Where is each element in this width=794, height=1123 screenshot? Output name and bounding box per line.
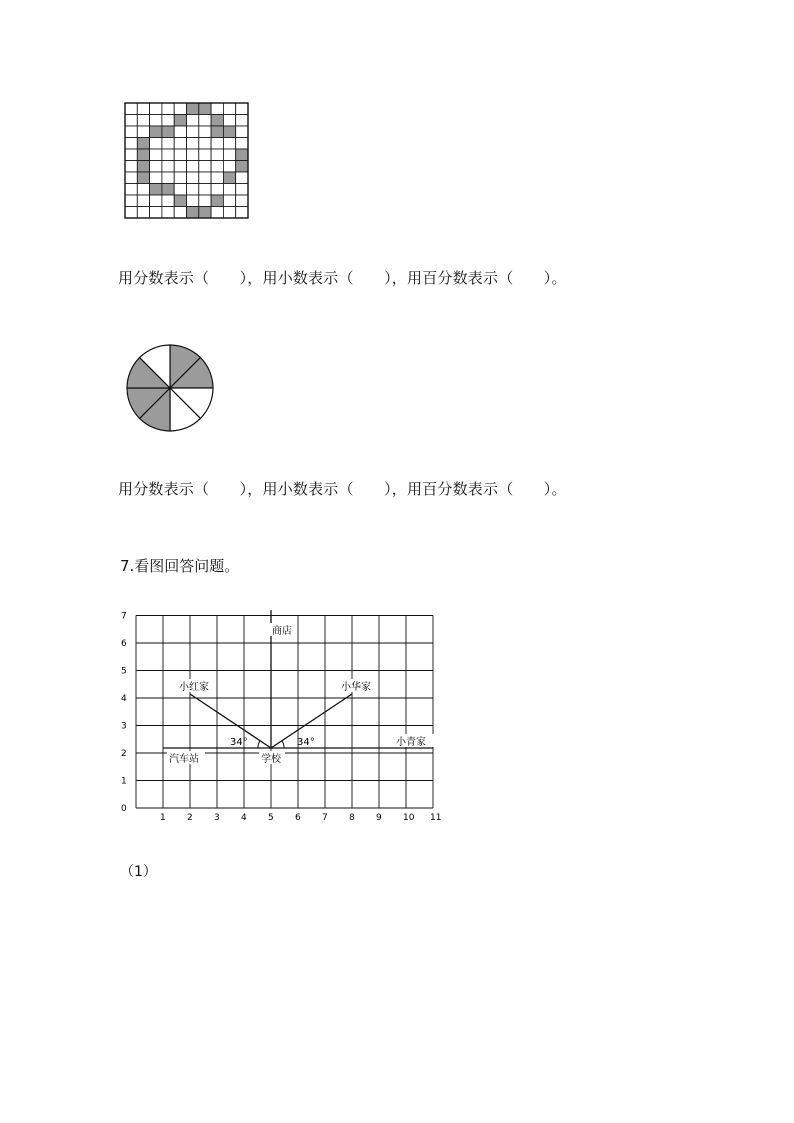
grid-cell [125, 161, 137, 173]
grid-cell [223, 115, 235, 127]
map-y-tick-label: 4 [121, 694, 127, 704]
grid-cell [199, 138, 211, 150]
grid-cell-shaded [150, 184, 162, 196]
grid-cell [199, 126, 211, 138]
grid-cell [125, 149, 137, 161]
grid-cell [187, 126, 199, 138]
grid-cell [174, 149, 186, 161]
grid-cell [236, 172, 248, 184]
grid-cell [137, 207, 149, 219]
grid-cell [162, 115, 174, 127]
grid-cell [211, 161, 223, 173]
grid-cell [125, 103, 137, 115]
map-y-tick-label: 6 [121, 639, 127, 649]
grid-cell [162, 172, 174, 184]
q1-fill-in-line: 用分数表示（ ），用小数表示（ ），用百分数表示（ ）。 [118, 269, 567, 287]
map-x-tick-label: 2 [187, 813, 193, 822]
map-y-tick-label: 0 [121, 804, 127, 814]
grid-cell-shaded [223, 172, 235, 184]
label-xiaohong-home: 小红家 [179, 682, 209, 693]
grid-cell [187, 138, 199, 150]
grid-cell [199, 195, 211, 207]
label-angle-right: 34° [297, 737, 315, 748]
grid-cell [236, 103, 248, 115]
grid-cell-shaded [137, 172, 149, 184]
grid-cell [187, 184, 199, 196]
grid-cell-shaded [137, 149, 149, 161]
question-7-title: 7.看图回答问题。 [120, 557, 240, 575]
grid-cell [174, 126, 186, 138]
map-x-tick-label: 6 [295, 813, 301, 822]
grid-cell [211, 172, 223, 184]
grid-cell [236, 195, 248, 207]
map-y-tick-label: 3 [121, 721, 127, 732]
grid-cell-shaded [162, 184, 174, 196]
grid-cell [199, 172, 211, 184]
grid-cell-shaded [162, 126, 174, 138]
label-bus-station: 汽车站 [169, 754, 199, 765]
grid-cell [162, 138, 174, 150]
grid-cell [162, 195, 174, 207]
subquestion-1-label: （1） [120, 864, 157, 880]
grid-cell [174, 172, 186, 184]
grid-cell-shaded [137, 161, 149, 173]
grid-cell [223, 195, 235, 207]
grid-cell [223, 161, 235, 173]
grid-cell [211, 184, 223, 196]
grid-cell-shaded [187, 103, 199, 115]
grid-cell [211, 207, 223, 219]
map-grid [136, 616, 433, 809]
grid-cell [150, 103, 162, 115]
grid-cell [150, 195, 162, 207]
grid-cell [162, 149, 174, 161]
grid-cell [125, 195, 137, 207]
grid-cell-shaded [174, 115, 186, 127]
label-school: 学校 [261, 754, 281, 765]
grid-cell [174, 207, 186, 219]
map-y-tick-label: 7 [121, 611, 127, 622]
grid-cell-shaded [236, 161, 248, 173]
grid-cell [137, 103, 149, 115]
grid-cell [150, 207, 162, 219]
grid-cell-shaded [137, 138, 149, 150]
map-x-tick-label: 11 [430, 813, 442, 822]
grid-cell [174, 138, 186, 150]
grid-cell [187, 161, 199, 173]
grid-cell [236, 115, 248, 127]
map-x-tick-label: 5 [268, 813, 274, 822]
grid-cell-shaded [150, 126, 162, 138]
grid-cell [223, 138, 235, 150]
grid-cell [223, 103, 235, 115]
map-y-tick-label: 1 [121, 776, 127, 787]
label-xiaoqing-home: 小青家 [396, 737, 426, 748]
grid-cell-shaded [199, 207, 211, 219]
grid-cell [150, 115, 162, 127]
grid-cell [223, 207, 235, 219]
grid-cell [137, 184, 149, 196]
grid-cell [150, 172, 162, 184]
grid-cell [187, 172, 199, 184]
grid-cell [162, 161, 174, 173]
grid-cell [236, 126, 248, 138]
grid-cell [211, 103, 223, 115]
grid-cell-shaded [199, 103, 211, 115]
grid-cell [187, 195, 199, 207]
grid-cell [150, 149, 162, 161]
grid-cell-shaded [174, 195, 186, 207]
grid-cell [174, 161, 186, 173]
map-x-tick-label: 7 [322, 813, 328, 822]
grid-cell-shaded [187, 207, 199, 219]
circle-figure [126, 342, 216, 434]
grid-cell [174, 103, 186, 115]
grid-cell [199, 115, 211, 127]
grid-cell [211, 138, 223, 150]
angle-arc-right [282, 741, 284, 748]
map-y-tick-label: 2 [121, 749, 127, 759]
map-x-tick-label: 1 [160, 813, 166, 822]
grid-cell [211, 149, 223, 161]
grid-cell-shaded [211, 115, 223, 127]
map-x-tick-label: 4 [241, 813, 247, 822]
grid-cell-shaded [211, 126, 223, 138]
grid-cell-shaded [236, 149, 248, 161]
grid-cell [137, 115, 149, 127]
grid-cell-shaded [211, 195, 223, 207]
grid-cell [150, 138, 162, 150]
grid-cell [199, 161, 211, 173]
grid-cell [236, 207, 248, 219]
label-xiaohua-home: 小华家 [341, 682, 371, 693]
grid-cell-shaded [223, 126, 235, 138]
grid-cell [199, 149, 211, 161]
map-x-tick-label: 8 [349, 813, 355, 822]
grid-cell [137, 126, 149, 138]
grid-cell [125, 138, 137, 150]
angle-arc-left [258, 741, 260, 748]
map-x-tick-label: 10 [403, 813, 415, 822]
grid-cell [125, 184, 137, 196]
grid-cell [199, 184, 211, 196]
grid-cell [187, 115, 199, 127]
grid-cell [162, 103, 174, 115]
grid-cell [236, 184, 248, 196]
grid-cell [125, 207, 137, 219]
map-x-tick-label: 3 [214, 813, 220, 822]
map-y-tick-label: 5 [121, 666, 127, 677]
grid-cell [125, 115, 137, 127]
grid-cell [187, 149, 199, 161]
grid-cell [223, 184, 235, 196]
grid-cell [236, 138, 248, 150]
grid-cell [137, 195, 149, 207]
grid-cell [150, 161, 162, 173]
map-figure [114, 600, 444, 822]
q2-fill-in-line: 用分数表示（ ），用小数表示（ ），用百分数表示（ ）。 [118, 480, 567, 498]
grid-cell [174, 184, 186, 196]
grid-cell [162, 207, 174, 219]
map-x-tick-label: 9 [376, 813, 382, 822]
grid-figure [124, 102, 250, 220]
grid-cell [125, 172, 137, 184]
label-angle-left: 34° [230, 737, 248, 748]
grid-cell [223, 149, 235, 161]
grid-cell [125, 126, 137, 138]
label-shop: 商店 [272, 626, 292, 637]
